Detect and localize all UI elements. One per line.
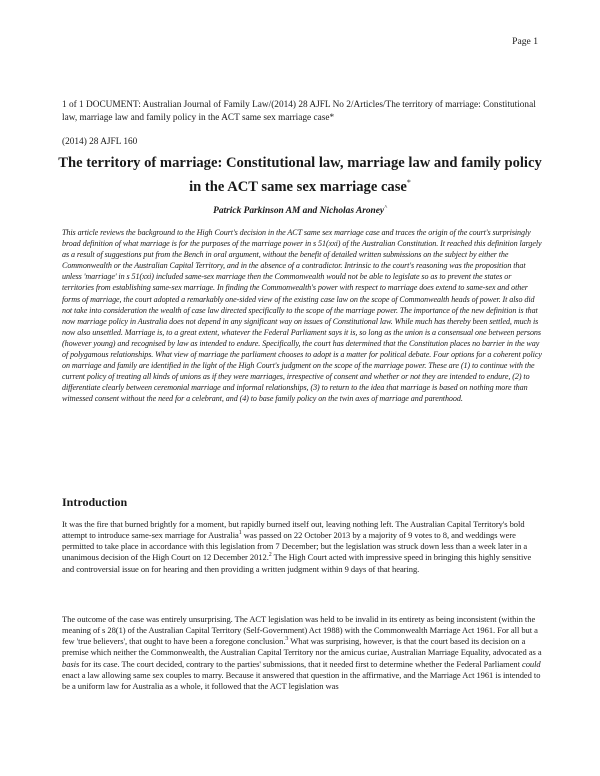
footnote-ref-2[interactable]: 2 [268,552,272,559]
paragraph-1-part-c: The High Court acted with impressive speed in bringing this highly sensitive and controversial issue on for hearing and then providing a written judgment within 9 days of that hearing. [62,552,532,574]
article-title-text: The territory of marriage: Constitutional law, marriage law and family policy in the ACT same sex marriage case [58,155,542,195]
section-heading: Introduction [62,495,128,509]
authors [52,204,548,216]
paragraph-1-part-a: It was the fire that burned brightly for a moment, but rapidly burned itself out, leaving nothing left. The Australian Capital Territory's bold attempt to introduce same-sex marriage for Australia [62,519,525,541]
article-title [52,154,548,197]
paragraph-1-part-b: was passed on 22 October 2013 by a majority of 9 votes to 8, and weddings were permitted to take place in accordance with this legislation from 7 December; but the legislation was struck down less than a week later in a unanimous decision of the High Court on 12 December 2012. [62,530,528,563]
emphasis-could: could [522,658,541,669]
document-meta-line: 1 of 1 DOCUMENT: Australian Journal of Family Law/(2014) 28 AJFL No 2/Articles/The territory of marriage: Constitutional law, marriage law and family policy in the ACT same sex marriage case* [62,100,536,123]
paragraph-1 [62,519,544,575]
paragraph-2-part-d: enact a law allowing same sex couples to marry. Because it answered that question in the affirmative, and the Marriage Act 1961 is intended to be a uniform law for Australia as a whole, it followed that the ACT legislation was [62,669,541,691]
paragraph-2 [62,614,544,692]
abstract: This article reviews the background to the High Court's decision in the ACT same sex marriage case and traces the origin of the court's surprisingly broad definition of what marriage is for the purposes of the marriage power in s 51(xxi) of the Australian Constitution. It reached this definition largely as a result of suggestions put from the Bench in oral argument, without the benefit of detailed written submissions on the subject by either the Commonwealth or the Australian Capital Territory, and in the absence of a contradictor. Intrinsic to the court's reasoning was the proposition that unless 'marriage' in s 51(xxi) included same-sex marriage then the Commonwealth would not be able to legislate so as to prevent the states or territories from establishing same-sex marriage. In finding the Commonwealth's power with respect to marriage does extend to same-sex and other forms of marriage, the court adopted a remarkably one-sided view of the existing case law on the scope of Commonwealth heads of power. It also did not take into consideration the wealth of case law directed specifically to the scope of the marriage power. The importance of the new definition is that now marriage policy in Australia does not depend in any significant way on issues of Constitutional law. While much has thereby been settled, much is now also unsettled. Marriage is, to a great extent, whatever the Federal Parliament says it is, so long as the union is a consensual one between persons (however young) and recognised by law as intended to endure. Specifically, the court has determined that the Constitution places no barrier in the way of polygamous relationships. What view of marriage the parliament chooses to adopt is a matter for political debate. Four options for a coherent policy on marriage and family are identified in the light of the High Court's judgment on the scope of the marriage power. These are (1) to continue with the current policy of treating all kinds of unions as if they were marriages, irrespective of consent and whether or not they are intended to endure, (2) to differentiate clearly between ceremonial marriage and informal relationships, (3) to return to the idea that marriage is based on nothing more than witnessed consent without the need for a celebrant, and (4) to base family policy on the twin axes of marriage and parenthood. [62,228,542,404]
title-footnote-marker: * [406,178,411,187]
authors-text: Patrick Parkinson AM and Nicholas Aroney [213,206,385,217]
footnote-ref-1[interactable]: 1 [238,530,242,537]
paragraph-2-part-a: The outcome of the case was entirely unsurprising. The ACT legislation was held to be invalid in its entirety as being inconsistent (within the meaning of s 28(1) of the Australian Capital Territory (Self-Government) Act 1988) with the Commonwealth Marriage Act 1961. For all but a few 'true believers', that ought to have been a foregone conclusion. [62,614,538,647]
authors-footnote-marker: ^ [384,204,387,211]
page-number: Page 1 [512,36,538,47]
paragraph-2-part-b: What was surprising, however, is that the court based its decision on a premise which neither the Commonwealth, the Australian Capital Territory nor the amicus curiae, Australian Marriage Equality, advocated as a [62,636,542,658]
paragraph-2-part-c: for its case. The court decided, contrary to the parties' submissions, that it needed first to determine whether the Federal Parliament [79,658,522,669]
footnote-ref-3[interactable]: 3 [285,636,289,643]
citation: (2014) 28 AJFL 160 [62,137,138,147]
emphasis-basis: basis [62,658,80,669]
